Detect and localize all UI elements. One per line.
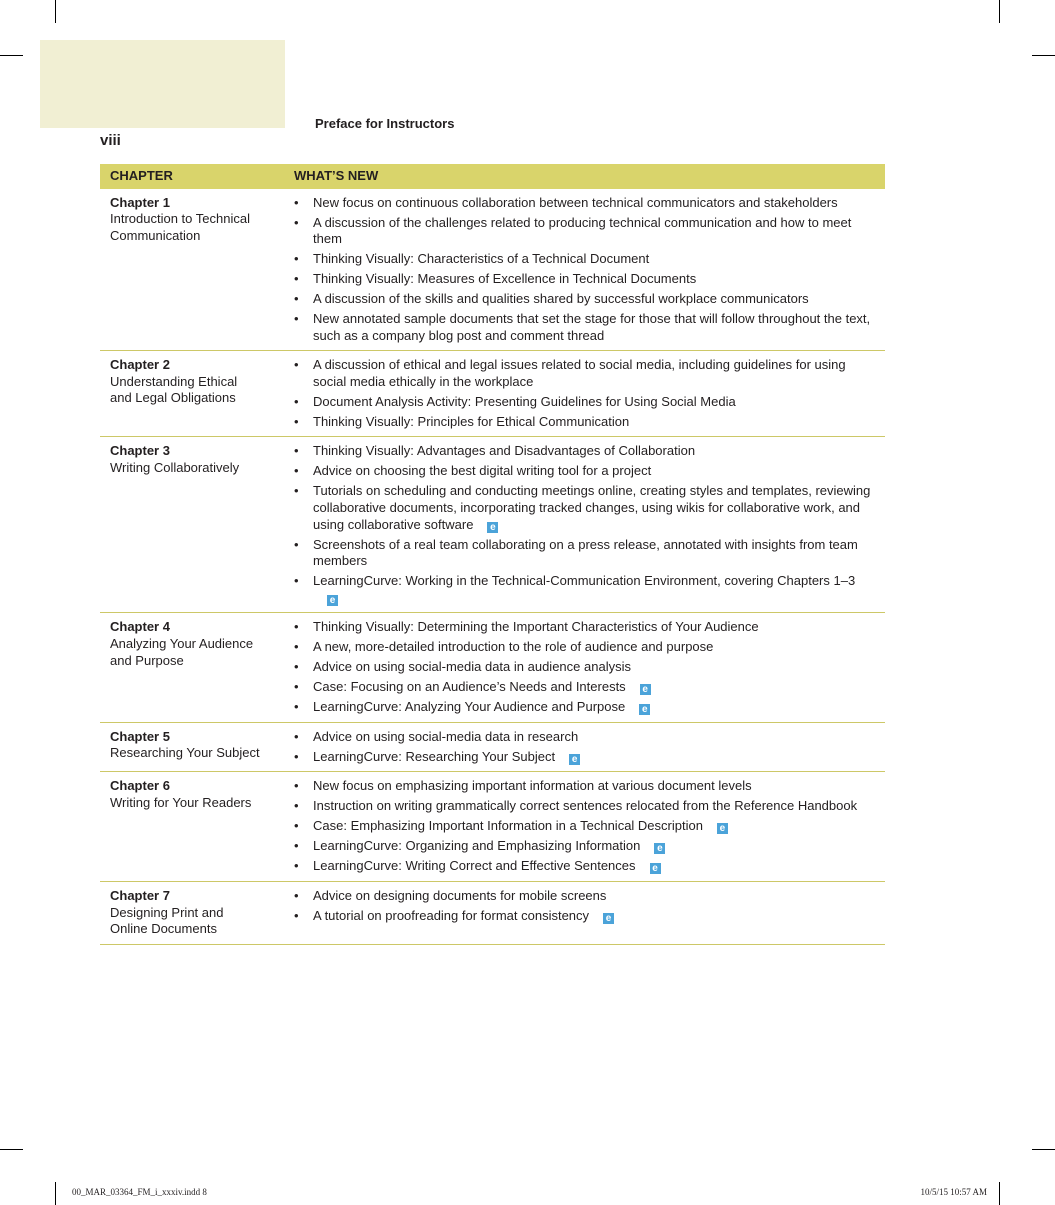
chapter-cell bbox=[100, 437, 284, 613]
list-item bbox=[294, 357, 875, 390]
e-resource-icon: e bbox=[640, 684, 651, 695]
list-item bbox=[294, 394, 875, 411]
list-item-text: Thinking Visually: Determining the Important Characteristics of Your Audience bbox=[313, 619, 759, 635]
list-item-text: A discussion of ethical and legal issues related to social media, including guidelines for using social media ethically in the workplace bbox=[313, 357, 846, 389]
table-header-row bbox=[100, 164, 885, 189]
list-item-text: Document Analysis Activity: Presenting Guidelines for Using Social Media bbox=[313, 393, 736, 409]
whats-new-table bbox=[100, 164, 885, 945]
list-item-text: A new, more-detailed introduction to the role of audience and purpose bbox=[313, 639, 714, 655]
chapter-number: Chapter 5 bbox=[110, 728, 170, 744]
chapter-title: Introduction to Technical Communication bbox=[110, 211, 250, 243]
e-resource-icon: e bbox=[569, 754, 580, 765]
header-color-block bbox=[40, 40, 285, 128]
chapter-cell bbox=[100, 772, 284, 882]
list-item bbox=[294, 818, 875, 835]
list-item bbox=[294, 729, 875, 746]
whats-new-cell bbox=[284, 189, 885, 351]
chapter-cell bbox=[100, 613, 284, 723]
list-item bbox=[294, 311, 875, 344]
whats-new-list bbox=[294, 729, 875, 766]
list-item-text: LearningCurve: Analyzing Your Audience and Purpose bbox=[313, 699, 626, 715]
table-row bbox=[100, 189, 885, 351]
crop-mark bbox=[1032, 1149, 1055, 1150]
list-item-text: New annotated sample documents that set the stage for those that will follow throughout the text, such as a company blog post and comment thread bbox=[313, 311, 871, 343]
list-item-text: Instruction on writing grammatically correct sentences relocated from the Reference Handbook bbox=[313, 798, 858, 814]
table-row bbox=[100, 722, 885, 772]
list-item-text: Case: Focusing on an Audience’s Needs and Interests bbox=[313, 679, 626, 695]
list-item bbox=[294, 699, 875, 716]
whats-new-cell bbox=[284, 613, 885, 723]
footer-timestamp: 10/5/15 10:57 AM bbox=[920, 1187, 987, 1197]
chapter-title: Understanding Ethical and Legal Obligations bbox=[110, 373, 238, 406]
chapter-cell bbox=[100, 189, 284, 351]
column-header-whats-new: WHAT’S NEW bbox=[284, 164, 885, 189]
list-item bbox=[294, 749, 875, 766]
list-item bbox=[294, 251, 875, 268]
table-row bbox=[100, 351, 885, 437]
list-item-text: Advice on choosing the best digital writing tool for a project bbox=[313, 463, 652, 479]
whats-new-list bbox=[294, 778, 875, 875]
chapter-title: Researching Your Subject bbox=[110, 745, 260, 761]
list-item-text: Advice on using social-media data in audience analysis bbox=[313, 659, 631, 675]
list-item bbox=[294, 195, 875, 212]
chapter-number: Chapter 2 bbox=[110, 357, 170, 373]
chapter-cell bbox=[100, 882, 284, 945]
chapter-number: Chapter 6 bbox=[110, 778, 170, 794]
crop-mark bbox=[999, 0, 1000, 23]
table-row bbox=[100, 772, 885, 882]
table-row bbox=[100, 437, 885, 613]
list-item bbox=[294, 215, 875, 248]
whats-new-list bbox=[294, 443, 875, 606]
whats-new-list bbox=[294, 619, 875, 716]
whats-new-cell bbox=[284, 437, 885, 613]
chapter-number: Chapter 4 bbox=[110, 619, 170, 635]
list-item bbox=[294, 838, 875, 855]
whats-new-cell bbox=[284, 722, 885, 772]
list-item bbox=[294, 291, 875, 308]
list-item-text: A discussion of the challenges related to producing technical communication and how to meet them bbox=[313, 214, 852, 247]
list-item-text: LearningCurve: Organizing and Emphasizing Information bbox=[313, 838, 641, 854]
table-row bbox=[100, 882, 885, 945]
list-item-text: Screenshots of a real team collaborating on a press release, annotated with insights from team members bbox=[313, 536, 858, 569]
crop-mark bbox=[0, 1149, 23, 1150]
list-item bbox=[294, 414, 875, 431]
list-item-text: LearningCurve: Writing Correct and Effective Sentences bbox=[313, 858, 636, 874]
list-item bbox=[294, 573, 875, 606]
chapter-cell bbox=[100, 722, 284, 772]
chapter-number: Chapter 3 bbox=[110, 443, 170, 459]
running-head: Preface for Instructors bbox=[315, 116, 455, 131]
list-item bbox=[294, 679, 875, 696]
list-item-text: Thinking Visually: Characteristics of a Technical Document bbox=[313, 251, 650, 267]
list-item bbox=[294, 858, 875, 875]
list-item-text: Tutorials on scheduling and conducting meetings online, creating styles and templates, reviewing collaborative documents, incorporating tracked changes, using wikis for collaborative work, and using collaborative software bbox=[313, 483, 871, 532]
crop-mark bbox=[999, 1182, 1000, 1205]
e-resource-icon: e bbox=[717, 823, 728, 834]
e-resource-icon: e bbox=[654, 843, 665, 854]
list-item-text: Thinking Visually: Principles for Ethical Communication bbox=[313, 413, 630, 429]
list-item-text: A tutorial on proofreading for format consistency bbox=[313, 907, 590, 923]
list-item bbox=[294, 659, 875, 676]
crop-mark bbox=[55, 0, 56, 23]
chapter-number: Chapter 1 bbox=[110, 194, 170, 210]
whats-new-cell bbox=[284, 772, 885, 882]
chapter-cell bbox=[100, 351, 284, 437]
chapter-title: Writing Collaboratively bbox=[110, 460, 240, 476]
chapter-title: Writing for Your Readers bbox=[110, 795, 252, 811]
list-item-text: Case: Emphasizing Important Information in a Technical Description bbox=[313, 818, 703, 834]
chapter-number: Chapter 7 bbox=[110, 888, 170, 903]
whats-new-cell bbox=[284, 351, 885, 437]
list-item-text: Advice on designing documents for mobile screens bbox=[313, 888, 607, 903]
chapter-title: Analyzing Your Audience and Purpose bbox=[110, 635, 254, 668]
list-item bbox=[294, 888, 875, 905]
crop-mark bbox=[1032, 55, 1055, 56]
list-item-text: Thinking Visually: Measures of Excellence in Technical Documents bbox=[313, 271, 697, 287]
list-item bbox=[294, 908, 875, 925]
list-item-text: Advice on using social-media data in research bbox=[313, 728, 579, 744]
list-item bbox=[294, 778, 875, 795]
list-item-text: A discussion of the skills and qualities shared by successful workplace communicators bbox=[313, 291, 809, 307]
list-item-text: LearningCurve: Working in the Technical-Communication Environment, covering Chapters 1–3 bbox=[313, 573, 856, 589]
whats-new-list bbox=[294, 888, 875, 925]
e-resource-icon: e bbox=[487, 522, 498, 533]
whats-new-cell bbox=[284, 882, 885, 945]
page-number: viii bbox=[100, 132, 121, 149]
crop-mark bbox=[0, 55, 23, 56]
column-header-chapter: CHAPTER bbox=[100, 164, 284, 189]
list-item-text: New focus on emphasizing important information at various document levels bbox=[313, 778, 752, 794]
list-item bbox=[294, 483, 875, 533]
list-item-text: Thinking Visually: Advantages and Disadvantages of Collaboration bbox=[313, 443, 696, 459]
list-item bbox=[294, 537, 875, 570]
whats-new-list bbox=[294, 357, 875, 430]
list-item-text: New focus on continuous collaboration between technical communicators and stakeholders bbox=[313, 194, 838, 210]
e-resource-icon: e bbox=[603, 913, 614, 924]
e-resource-icon: e bbox=[650, 863, 661, 874]
e-resource-icon: e bbox=[327, 595, 338, 606]
list-item bbox=[294, 798, 875, 815]
list-item-text: LearningCurve: Researching Your Subject bbox=[313, 748, 556, 764]
table-row bbox=[100, 613, 885, 723]
list-item bbox=[294, 639, 875, 656]
whats-new-list bbox=[294, 195, 875, 345]
list-item bbox=[294, 443, 875, 460]
footer-filename: 00_MAR_03364_FM_i_xxxiv.indd 8 bbox=[72, 1187, 207, 1197]
list-item bbox=[294, 619, 875, 636]
list-item bbox=[294, 463, 875, 480]
e-resource-icon: e bbox=[639, 704, 650, 715]
list-item bbox=[294, 271, 875, 288]
chapter-title: Designing Print and Online Documents bbox=[110, 904, 224, 937]
crop-mark bbox=[55, 1182, 56, 1205]
